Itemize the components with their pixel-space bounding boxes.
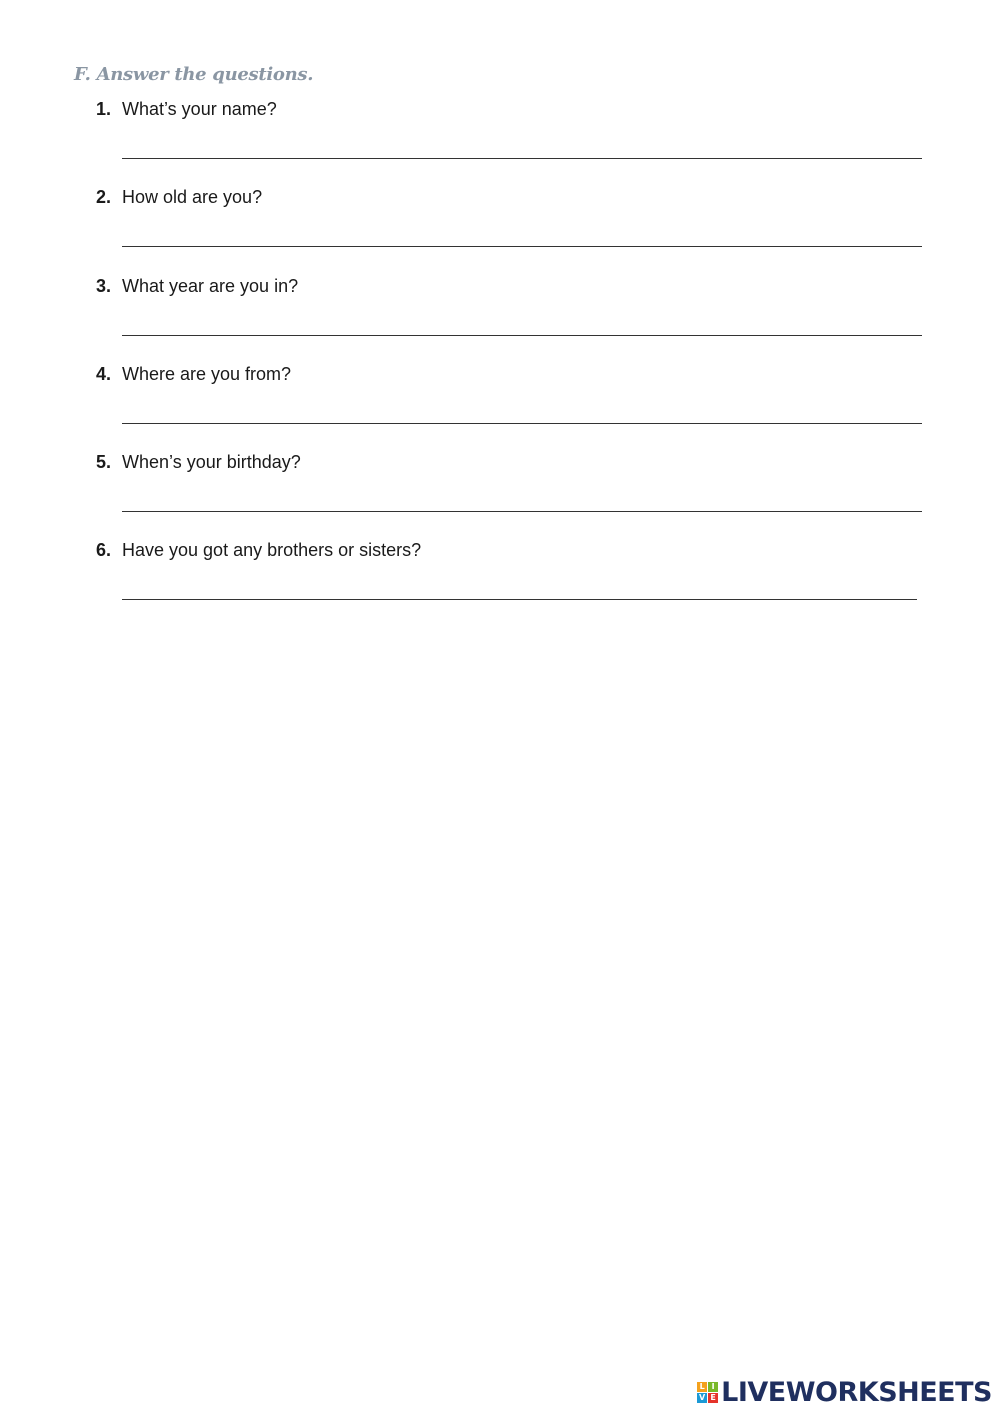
logo-mark-icon — [697, 1382, 718, 1403]
question-label: Where are you from? — [122, 364, 292, 384]
question-label: What year are you in? — [122, 276, 299, 296]
question-6 — [96, 539, 922, 627]
logo-brand-text: LIVEWORKSHEETS — [721, 1376, 992, 1408]
answer-input-2[interactable] — [122, 246, 922, 247]
question-4 — [96, 363, 922, 451]
question-1 — [96, 98, 922, 186]
answer-input-5[interactable] — [122, 511, 922, 512]
logo-mark-cell: I — [708, 1382, 718, 1392]
logo-mark-cell: V — [699, 1392, 706, 1402]
question-text — [96, 363, 291, 385]
question-number: 3. — [96, 276, 112, 296]
question-label: When’s your birthday? — [122, 452, 301, 472]
section-title: F. Answer the questions. — [74, 64, 314, 85]
question-text — [96, 98, 277, 120]
answer-input-6[interactable] — [122, 599, 917, 600]
question-number: 2. — [96, 187, 112, 207]
question-text — [96, 275, 298, 297]
question-number: 4. — [96, 364, 112, 384]
question-2 — [96, 186, 922, 274]
answer-input-3[interactable] — [122, 335, 922, 336]
question-label: What’s your name? — [122, 99, 277, 119]
logo-mark-cell: L — [697, 1382, 707, 1392]
question-number: 5. — [96, 452, 112, 472]
question-text — [96, 186, 262, 208]
question-number: 1. — [96, 99, 112, 119]
logo-mark-cell: E — [708, 1393, 718, 1403]
answer-input-4[interactable] — [122, 423, 922, 424]
question-text — [96, 451, 301, 473]
question-label: How old are you? — [122, 187, 263, 207]
question-5 — [96, 451, 922, 539]
answer-input-1[interactable] — [122, 158, 922, 159]
liveworksheets-logo — [697, 1377, 992, 1407]
question-number: 6. — [96, 540, 112, 560]
question-text — [96, 539, 421, 561]
question-label: Have you got any brothers or sisters? — [122, 540, 422, 560]
question-3 — [96, 275, 922, 363]
